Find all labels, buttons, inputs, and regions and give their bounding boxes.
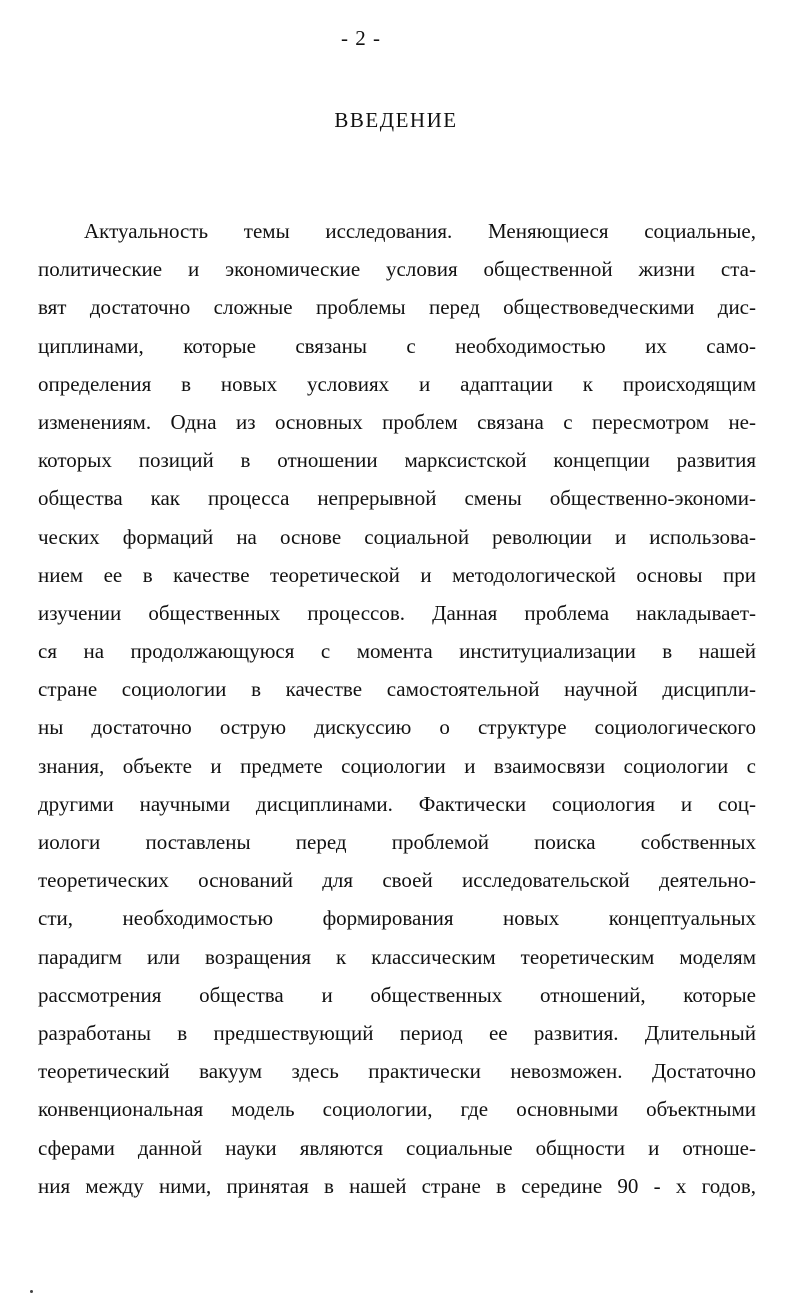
text-line: теоретических оснований для своей исследовательской деятельно- — [38, 868, 756, 893]
text-line: рассмотрения общества и общественных отношений, которые — [38, 982, 756, 1007]
text-line: изучении общественных процессов. Данная проблема накладывает- — [38, 600, 756, 625]
text-line: конвенциональная модель социологии, где основными объектными — [38, 1097, 756, 1122]
text-line: изменениям. Одна из основных проблем связана с пересмотром не- — [38, 409, 756, 434]
text-line: другими научными дисциплинами. Фактически социология и соц- — [38, 791, 756, 816]
text-line: вят достаточно сложные проблемы перед обществоведческими дис- — [38, 295, 756, 320]
text-line: теоретический вакуум здесь практически невозможен. Достаточно — [38, 1059, 756, 1084]
section-heading: ВВЕДЕНИЕ — [334, 108, 458, 132]
text-line: которых позиций в отношении марксистской концепции развития — [38, 448, 756, 473]
page-number: - 2 - — [341, 26, 381, 50]
text-line: знания, объекте и предмете социологии и взаимосвязи социологии с — [38, 753, 756, 778]
text-line: сти, необходимостью формирования новых концептуальных — [38, 906, 756, 931]
text-line: ния между ними, принятая в нашей стране в середине 90 - х годов, — [38, 1173, 756, 1198]
text-line: ны достаточно острую дискуссию о структуре социологического — [38, 715, 756, 740]
text-line: парадигм или возращения к классическим теоретическим моделям — [38, 944, 756, 969]
text-line: циплинами, которые связаны с необходимостью их само- — [38, 333, 756, 358]
text-line: определения в новых условиях и адаптации к происходящим — [38, 371, 756, 396]
text-line: ческих формаций на основе социальной революции и использова- — [38, 524, 756, 549]
text-line: иологи поставлены перед проблемой поиска собственных — [38, 830, 756, 854]
text-line: нием ее в качестве теоретической и методологической основы при — [38, 562, 756, 587]
text-line: политические и экономические условия общественной жизни ста- — [38, 257, 756, 282]
text-line: ся на продолжающуюся с момента институциализации в нашей — [38, 639, 756, 664]
text-line: сферами данной науки являются социальные общности и отноше- — [38, 1135, 756, 1160]
scan-speck — [30, 1290, 33, 1293]
text-line: Актуальность темы исследования. Меняющиеся социальные, — [84, 219, 756, 243]
body-paragraph — [38, 212, 756, 1205]
text-line: разработаны в предшествующий период ее развития. Длительный — [38, 1020, 756, 1045]
text-line: общества как процесса непрерывной смены общественно-экономи- — [38, 486, 756, 511]
text-line: стране социологии в качестве самостоятельной научной дисципли- — [38, 677, 756, 702]
